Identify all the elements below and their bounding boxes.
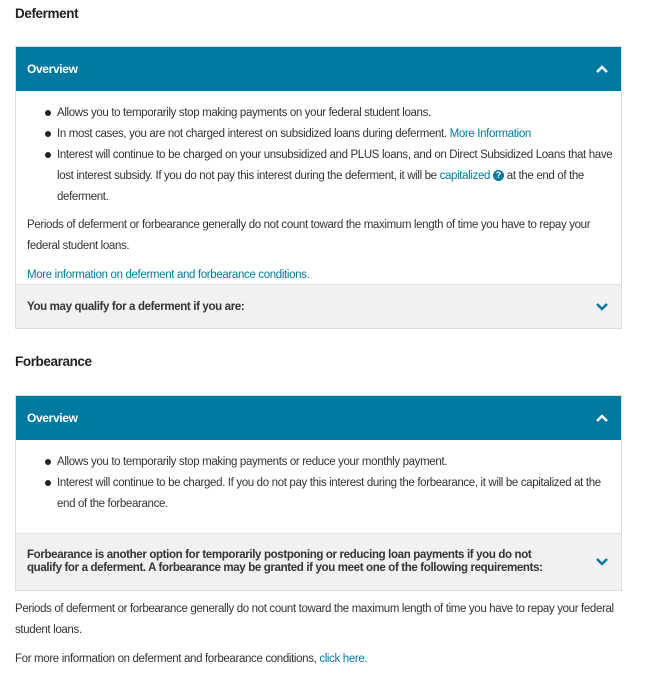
chevron-down-icon [594, 554, 610, 570]
deferment-paragraph: Periods of deferment or forbearance generally do not count toward the maximum length of time you have to repay your federal student loans. [27, 219, 591, 252]
chevron-up-icon [594, 410, 610, 426]
deferment-more-info [27, 265, 610, 286]
help-icon[interactable]: ? [493, 170, 504, 181]
bullet-text: Interest will continue to be charged on your unsubsidized and PLUS loans, and on Direct Subsidized Loans that have lost interest subsidy. If you do not pay this interest during the deferment, it will be [57, 149, 613, 182]
deferment-bullets [16, 103, 621, 208]
qualify-deferment-toggle[interactable] [16, 284, 621, 328]
qualify-label: You may qualify for a deferment if you are: [27, 300, 245, 313]
chevron-up-icon [594, 61, 610, 77]
forbearance-panel [15, 395, 622, 591]
deferment-conditions-link[interactable]: More information on deferment and forbearance conditions. [27, 269, 310, 281]
more-information-link[interactable]: More Information [449, 128, 531, 140]
click-here-link[interactable]: click here. [319, 653, 368, 665]
requirements-label: Forbearance is another option for temporarily postponing or reducing loan payments if you do not qualify for a deferment. A forbearance may be granted if you meet one of the following requirements: [27, 549, 543, 574]
capitalized-link[interactable]: capitalized [439, 170, 491, 182]
more-info-text: For more information on deferment and forbearance conditions, [15, 653, 317, 665]
list-item [45, 103, 621, 124]
deferment-panel [15, 46, 622, 329]
forbearance-requirements-toggle[interactable] [16, 533, 621, 590]
list-item: Allows you to temporarily stop making payments or reduce your monthly payment. [45, 452, 601, 473]
overview-label: Overview [27, 62, 78, 76]
list-item [45, 145, 621, 208]
bullet-text: In most cases, you are not charged interest on subsidized loans during deferment. [57, 128, 447, 140]
chevron-down-icon [594, 299, 610, 315]
forbearance-overview-header[interactable] [16, 396, 621, 440]
forbearance-bullets [16, 452, 621, 515]
deferment-heading: Deferment [15, 6, 79, 21]
overview-label: Overview [27, 411, 78, 425]
forbearance-paragraph: Periods of deferment or forbearance generally do not count toward the maximum length of time you have to repay your federal student loans. [15, 603, 614, 636]
bullet-text: Allows you to temporarily stop making payments on your federal student loans. [57, 107, 431, 119]
bullet-text: at the end of the deferment. [57, 170, 584, 203]
list-item [45, 124, 621, 145]
list-item: Interest will continue to be charged. If you do not pay this interest during the forbearance, it will be capitalized at the end of the forbearance. [45, 473, 601, 515]
deferment-overview-header[interactable] [16, 47, 621, 91]
forbearance-heading: Forbearance [15, 354, 92, 369]
forbearance-more-info [15, 649, 367, 670]
